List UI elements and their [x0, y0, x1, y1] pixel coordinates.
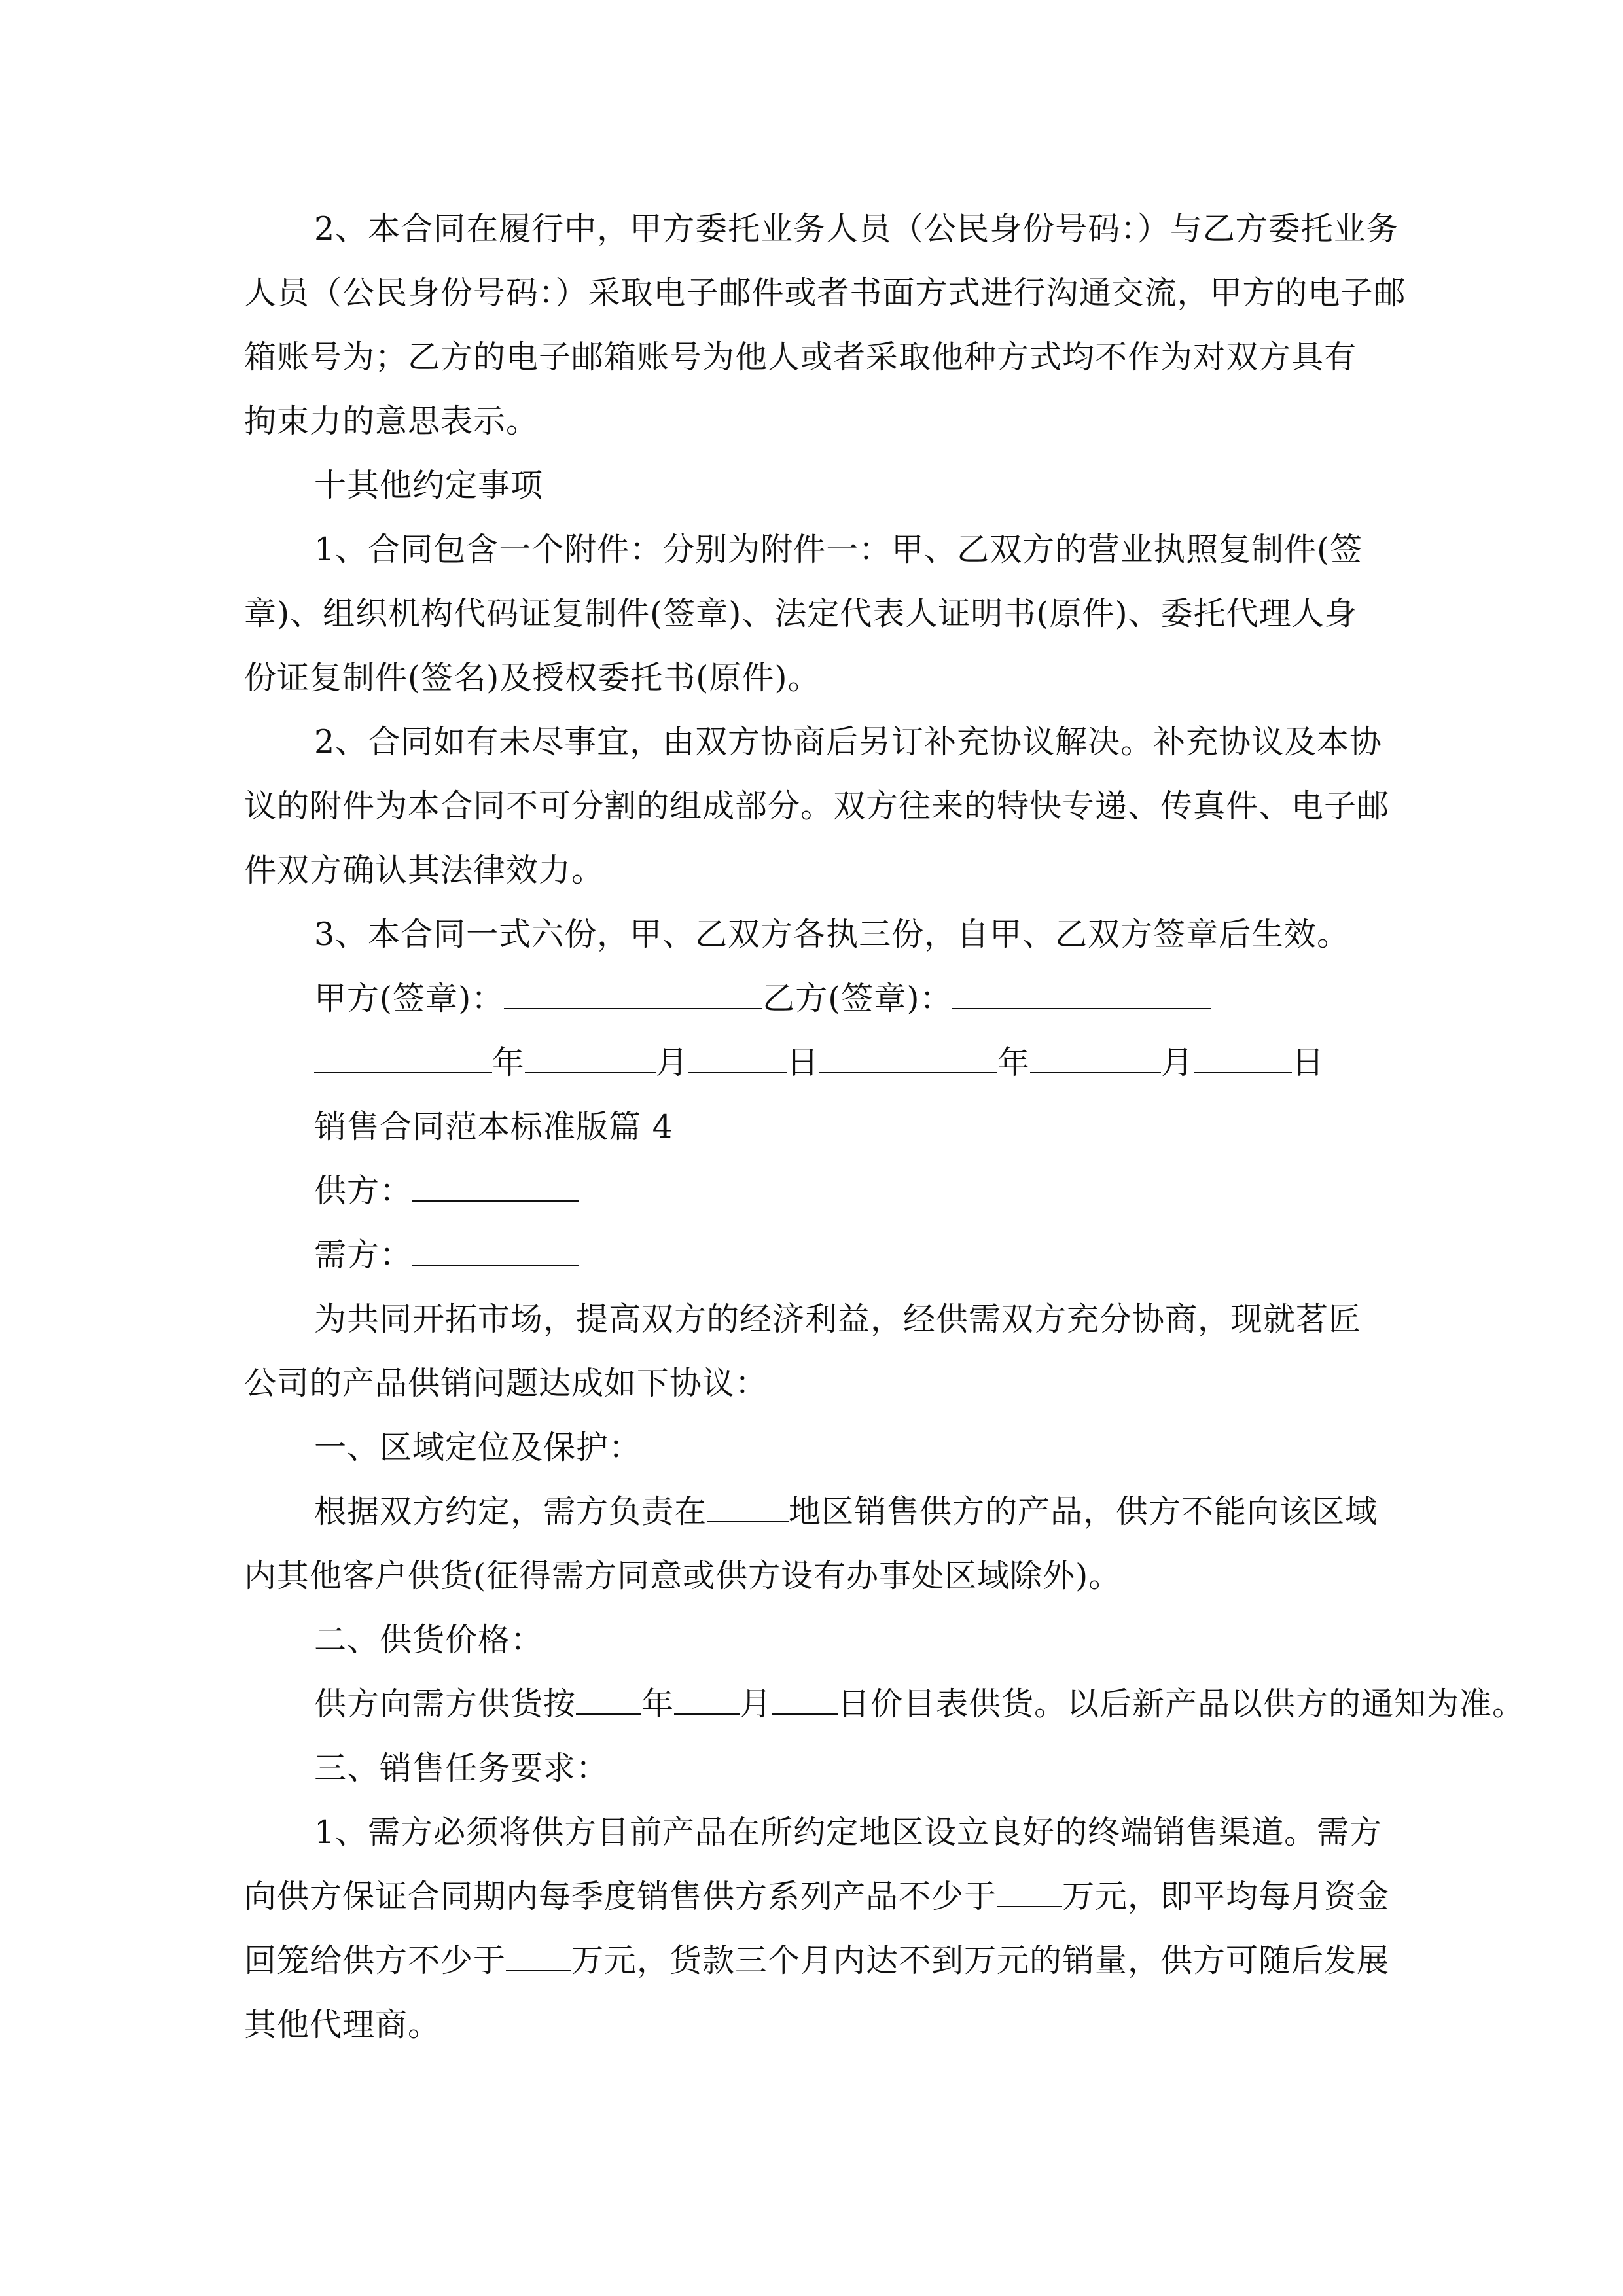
date-a-year-blank [314, 1043, 492, 1073]
task-line2-post: 万元，即平均每月资金 [1062, 1878, 1390, 1915]
date-b-month-blank [1030, 1043, 1161, 1073]
date-a-day-blank [688, 1043, 787, 1073]
heading-price: 二、供货价格： [314, 1621, 544, 1659]
supplier-label: 供方： [314, 1172, 413, 1210]
paragraph-attachments-line2: 章)、组织机构代码证复制件(签章)、法定代表人证明书(原件)、委托代理人身 [244, 595, 1357, 632]
party-b-sign-label: 乙方(签章)： [762, 980, 953, 1017]
heading-sales-task: 三、销售任务要求： [314, 1749, 609, 1787]
buyer-blank [412, 1236, 579, 1266]
region-line1 [314, 1491, 1378, 1533]
price-text-post: 日价目表供货。以后新产品以供方的通知为准。 [838, 1685, 1525, 1723]
party-a-sign-label: 甲方(签章)： [314, 980, 505, 1017]
section-title: 销售合同范本标准版篇 4 [314, 1108, 673, 1145]
date-b-year-blank [819, 1043, 997, 1073]
date-a-month-blank [525, 1043, 656, 1073]
task-line3-pre: 回笼给供方不少于 [244, 1942, 507, 1979]
date-b-day-blank [1194, 1043, 1292, 1073]
price-line [314, 1683, 1525, 1725]
paragraph-copies: 3、本合同一式六份，甲、乙双方各执三份，自甲、乙双方签章后生效。 [314, 916, 1350, 953]
paragraph-attachments-line1: 1、合同包含一个附件：分别为附件一：甲、乙双方的营业执照复制件(签 [314, 531, 1363, 568]
supplier-row [314, 1170, 579, 1212]
signature-row [314, 978, 1211, 1020]
task-line3 [244, 1940, 1389, 1982]
date-b-day-label: 日 [1292, 1044, 1325, 1081]
date-b-month-label: 月 [1161, 1044, 1194, 1081]
buyer-row [314, 1234, 579, 1276]
paragraph-supplement-line3: 件双方确认其法律效力。 [244, 852, 605, 889]
price-year-label: 年 [641, 1685, 675, 1723]
supplier-blank [412, 1172, 579, 1202]
heading-region: 一、区域定位及保护： [314, 1429, 642, 1466]
paragraph-item2-line4: 拘束力的意思表示。 [244, 403, 539, 440]
task-line1: 1、需方必须将供方目前产品在所约定地区设立良好的终端销售渠道。需方 [314, 1814, 1383, 1851]
task-line3-post: 万元，货款三个月内达不到万元的销量，供方可随后发展 [571, 1942, 1390, 1979]
region-text-pre: 根据双方约定，需方负责在 [314, 1493, 707, 1530]
intro-line2: 公司的产品供销问题达成如下协议： [244, 1365, 768, 1402]
task-month-amount-blank [506, 1941, 571, 1971]
price-year-blank [576, 1685, 641, 1715]
date-row [314, 1042, 1325, 1084]
paragraph-item2-line3: 箱账号为；乙方的电子邮箱账号为他人或者采取他种方式均不作为对双方具有 [244, 338, 1357, 376]
region-text-post: 地区销售供方的产品，供方不能向该区域 [789, 1493, 1378, 1530]
date-a-month-label: 月 [656, 1044, 689, 1081]
date-b-year-label: 年 [997, 1044, 1031, 1081]
date-a-year-label: 年 [492, 1044, 526, 1081]
task-line2-pre: 向供方保证合同期内每季度销售供方系列产品不少于 [244, 1878, 997, 1915]
region-line2: 内其他客户供货(征得需方同意或供方设有办事处区域除外)。 [244, 1557, 1122, 1594]
buyer-label: 需方： [314, 1236, 413, 1274]
paragraph-attachments-line3: 份证复制件(签名)及授权委托书(原件)。 [244, 659, 821, 696]
price-month-blank [674, 1685, 740, 1715]
task-quarter-amount-blank [997, 1877, 1062, 1907]
price-text-pre: 供方向需方供货按 [314, 1685, 577, 1723]
heading-other-matters: 十其他约定事项 [314, 467, 544, 504]
paragraph-supplement-line2: 议的附件为本合同不可分割的组成部分。双方往来的特快专递、传真件、电子邮 [244, 787, 1390, 825]
region-blank [707, 1492, 789, 1522]
price-day-blank [772, 1685, 838, 1715]
date-a-day-label: 日 [787, 1044, 820, 1081]
task-line2 [244, 1876, 1389, 1918]
intro-line1: 为共同开拓市场，提高双方的经济利益，经供需双方充分协商，现就茗匠 [314, 1300, 1362, 1338]
paragraph-item2-line1: 2、本合同在履行中，甲方委托业务人员（公民身份号码：）与乙方委托业务 [314, 210, 1399, 247]
task-line4: 其他代理商。 [244, 2006, 441, 2043]
price-month-label: 月 [740, 1685, 773, 1723]
paragraph-supplement-line1: 2、合同如有未尽事宜，由双方协商后另订补充协议解决。补充协议及本协 [314, 723, 1383, 761]
paragraph-item2-line2: 人员（公民身份号码：）采取电子邮件或者书面方式进行沟通交流，甲方的电子邮 [244, 274, 1406, 312]
party-a-sign-blank [504, 979, 762, 1009]
party-b-sign-blank [952, 979, 1211, 1009]
